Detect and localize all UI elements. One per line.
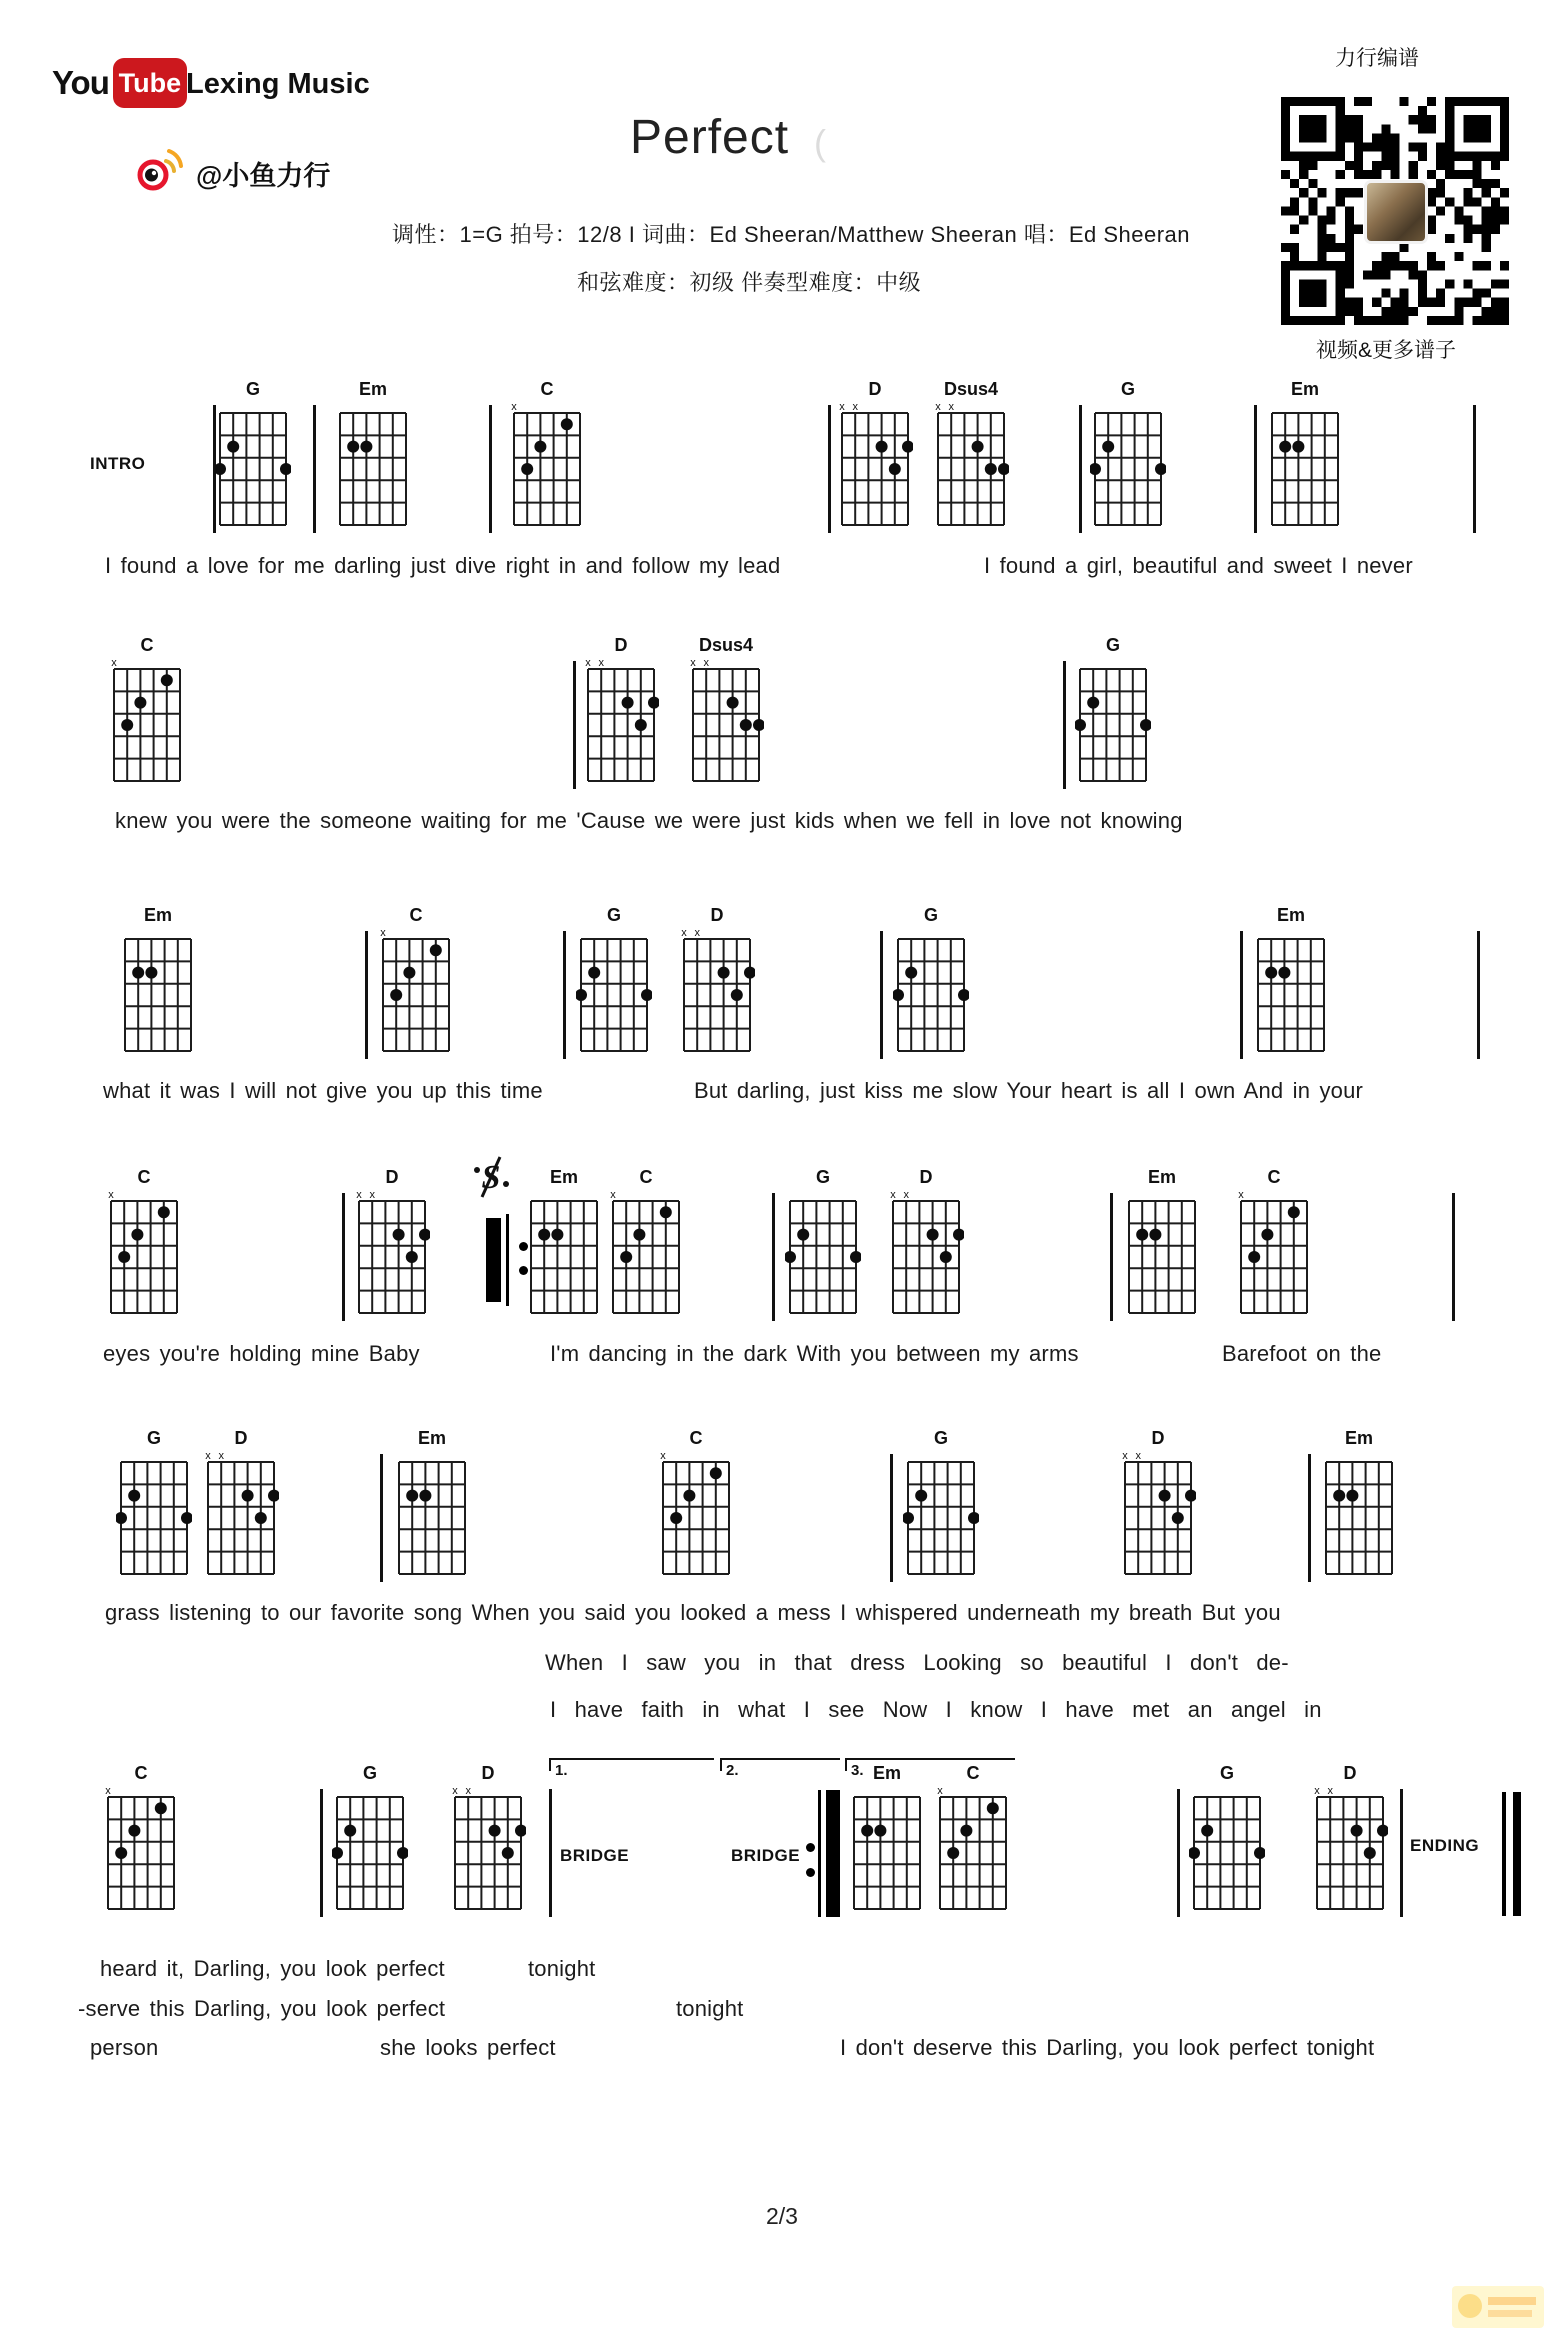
fretboard-grid (1253, 926, 1329, 1054)
muted-string-x: x (598, 657, 604, 669)
muted-string-x: x (660, 1450, 666, 1462)
chord-diagram-d (583, 634, 659, 789)
lyric-segment: I found a love for me darling just dive right in and follow my lead (105, 553, 781, 578)
chord-diagram-g (215, 378, 291, 533)
muted-string-x: x (1122, 1450, 1128, 1462)
muted-string-x: x (610, 1189, 616, 1201)
barline (1452, 1193, 1455, 1321)
fretboard-grid (378, 926, 454, 1054)
muted-string-x: x (356, 1189, 362, 1201)
chord-name-label: D (868, 379, 882, 399)
lyric-segment: But darling, just kiss me slow Your heart is all I own And in your (694, 1078, 1364, 1103)
lyric-segment: I'm dancing in the dark With you between my arms (550, 1341, 1079, 1366)
fretboard-grid (576, 926, 652, 1054)
chord-diagram-d (837, 378, 913, 533)
muted-string-x: x (1238, 1189, 1244, 1201)
chord-diagram-c (109, 634, 185, 789)
svg-text:S: S (481, 1159, 501, 1196)
chord-diagram-em (1321, 1427, 1397, 1582)
chord-name-label: C (689, 1428, 703, 1448)
barline (365, 931, 368, 1059)
meta-key-signature: 调性：1=G 拍号：12/8 I 词曲：Ed Sheeran/Matthew Sheeran 唱：Ed Sheeran (392, 222, 1191, 247)
chord-diagram-em (335, 378, 411, 533)
muted-string-x: x (369, 1189, 375, 1201)
lyric-segment: person (90, 2035, 159, 2060)
volta-number: 1. (555, 1762, 568, 1779)
watermark-text-line (1488, 2310, 1532, 2317)
chord-diagram-c (658, 1427, 734, 1582)
volta-tick (720, 1758, 722, 1771)
bridge-label: BRIDGE (560, 1846, 630, 1865)
chord-name-label: Em (417, 1428, 446, 1448)
barline (1254, 405, 1257, 533)
repeat-dots (806, 1843, 815, 1852)
barline (573, 661, 576, 789)
qr-code (1281, 94, 1509, 333)
chord-diagram-em (394, 1427, 470, 1582)
fretboard-grid (1075, 656, 1151, 784)
chord-name-label: D (385, 1167, 399, 1187)
chord-diagram-g (903, 1427, 979, 1582)
chord-name-label: G (1105, 635, 1120, 655)
volta-bracket-1 (549, 1758, 714, 1760)
chord-diagram-g (1189, 1762, 1265, 1917)
lyric-segment: tonight (528, 1956, 596, 1981)
muted-string-x: x (465, 1785, 471, 1797)
chord-name-label: Dsus4 (698, 635, 754, 655)
watermark-circle-icon (1458, 2294, 1482, 2318)
youtube-you-text: You (52, 64, 109, 101)
lyric-segment: I have faith in what I see Now I know I have met an angel in (550, 1697, 1322, 1722)
chord-diagram-g (893, 904, 969, 1059)
barline (1063, 661, 1066, 789)
chord-name-label: C (409, 905, 423, 925)
lyric-segment: -serve this Darling, you look perfect (78, 1996, 446, 2021)
chord-diagram-c (608, 1166, 684, 1321)
barline (489, 405, 492, 533)
fretboard-grid (1090, 400, 1166, 528)
fretboard-grid (116, 1449, 192, 1577)
chord-diagram-c (106, 1166, 182, 1321)
chord-diagram-d (1312, 1762, 1388, 1917)
barline (1110, 1193, 1113, 1321)
chord-diagram-g (116, 1427, 192, 1582)
chord-name-label: C (140, 635, 154, 655)
fretboard-grid (903, 1449, 979, 1577)
muted-string-x: x (890, 1189, 896, 1201)
chord-name-label: Em (1290, 379, 1319, 399)
chord-diagram-c (103, 1762, 179, 1917)
fretboard-grid (1189, 1784, 1265, 1912)
barline (1079, 405, 1082, 533)
qr-caption: 视频&更多谱子 (1316, 339, 1457, 362)
muted-string-x: x (903, 1189, 909, 1201)
chord-diagram-em (849, 1762, 925, 1917)
barline (890, 1454, 893, 1582)
fretboard-grid (679, 926, 755, 1054)
muted-string-x: x (694, 927, 700, 939)
lyric-segment: what it was I will not give you up this time (103, 1078, 543, 1103)
muted-string-x: x (690, 657, 696, 669)
weibo-icon (136, 144, 184, 201)
volta-tick (549, 1758, 551, 1771)
chord-name-label: D (614, 635, 628, 655)
chord-name-label: Em (358, 379, 387, 399)
fretboard-grid (583, 656, 659, 784)
fretboard-grid (658, 1449, 734, 1577)
page-number: 2/3 (766, 2203, 798, 2229)
fretboard-grid (849, 1784, 925, 1912)
fretboard-grid (608, 1188, 684, 1316)
fretboard-grid (1120, 1449, 1196, 1577)
fretboard-grid (1124, 1188, 1200, 1316)
volta-number: 3. (851, 1762, 864, 1779)
chord-name-label: Em (549, 1167, 578, 1187)
lyric-segment: When I saw you in that dress Looking so beautiful I don't de- (545, 1650, 1289, 1675)
barline (313, 405, 316, 533)
muted-string-x: x (948, 401, 954, 413)
muted-string-x: x (935, 401, 941, 413)
fretboard-grid (837, 400, 913, 528)
chord-diagram-dsus4 (688, 634, 764, 789)
muted-string-x: x (111, 657, 117, 669)
barline (1400, 1789, 1403, 1917)
barline (1477, 931, 1480, 1059)
chord-name-label: G (933, 1428, 948, 1448)
youtube-logo (52, 58, 187, 108)
chord-name-label: C (540, 379, 554, 399)
muted-string-x: x (703, 657, 709, 669)
chord-name-label: G (1219, 1763, 1234, 1783)
fretboard-grid (933, 400, 1009, 528)
channel-name: Lexing Music (186, 68, 370, 100)
barline (880, 931, 883, 1059)
chord-diagram-g (785, 1166, 861, 1321)
chord-diagram-d (450, 1762, 526, 1917)
muted-string-x: x (937, 1785, 943, 1797)
repeat-barline (1513, 1792, 1521, 1916)
fretboard-grid (120, 926, 196, 1054)
fretboard-grid (215, 400, 291, 528)
fretboard-grid (106, 1188, 182, 1316)
chord-name-label: C (1267, 1167, 1281, 1187)
title-paren-fragment: ( (814, 122, 826, 163)
muted-string-x: x (452, 1785, 458, 1797)
chord-diagram-c (935, 1762, 1011, 1917)
chord-diagram-g (576, 904, 652, 1059)
muted-string-x: x (1314, 1785, 1320, 1797)
volta-tick (845, 1758, 847, 1771)
barline (563, 931, 566, 1059)
volta-bracket-3 (845, 1758, 1015, 1760)
qr-avatar (1364, 180, 1428, 244)
fretboard-grid (1321, 1449, 1397, 1577)
chord-name-label: G (146, 1428, 161, 1448)
segno-icon (472, 1153, 512, 1206)
chord-diagram-g (1075, 634, 1151, 789)
barline (1308, 1454, 1311, 1582)
chord-diagram-em (1253, 904, 1329, 1059)
fretboard-grid (109, 656, 185, 784)
chord-name-label: C (639, 1167, 653, 1187)
fretboard-grid (354, 1188, 430, 1316)
lyric-segment: she looks perfect (380, 2035, 556, 2060)
fretboard-grid (335, 400, 411, 528)
barline (380, 1454, 383, 1582)
fretboard-grid (450, 1784, 526, 1912)
chord-diagram-dsus4 (933, 378, 1009, 533)
repeat-barline (826, 1790, 840, 1917)
lyric-segment: I found a girl, beautiful and sweet I never (984, 553, 1413, 578)
fretboard-grid (509, 400, 585, 528)
watermark-text-line (1488, 2297, 1536, 2305)
lyric-segment: grass listening to our favorite song When you said you looked a mess I whispered underneath my breath But you (105, 1600, 1281, 1625)
fretboard-grid (1236, 1188, 1312, 1316)
fretboard-grid (893, 926, 969, 1054)
repeat-dots (806, 1868, 815, 1877)
muted-string-x: x (852, 401, 858, 413)
lyric-segment: heard it, Darling, you look perfect (100, 1956, 445, 1981)
muted-string-x: x (839, 401, 845, 413)
fretboard-grid (888, 1188, 964, 1316)
fretboard-grid (785, 1188, 861, 1316)
muted-string-x: x (105, 1785, 111, 1797)
barline (772, 1193, 775, 1321)
barline (1240, 931, 1243, 1059)
lyric-segment: I don't deserve this Darling, you look perfect tonight (840, 2035, 1375, 2060)
chord-diagram-em (120, 904, 196, 1059)
chord-name-label: G (1120, 379, 1135, 399)
chord-name-label: Em (143, 905, 172, 925)
barline (1177, 1789, 1180, 1917)
weibo-handle: @小鱼力行 (196, 161, 331, 191)
chord-diagram-em (1124, 1166, 1200, 1321)
qr-title: 力行编谱 (1335, 47, 1419, 70)
muted-string-x: x (585, 657, 591, 669)
repeat-barline (818, 1790, 821, 1917)
muted-string-x: x (1327, 1785, 1333, 1797)
chord-diagram-c (509, 378, 585, 533)
chord-name-label: G (362, 1763, 377, 1783)
volta-number: 2. (726, 1762, 739, 1779)
chord-name-label: Em (1147, 1167, 1176, 1187)
chord-name-label: Em (1276, 905, 1305, 925)
lyric-segment: Barefoot on the (1222, 1341, 1382, 1366)
chord-name-label: D (234, 1428, 248, 1448)
fretboard-grid (203, 1449, 279, 1577)
bridge-label: BRIDGE (731, 1846, 801, 1865)
lyric-segment: tonight (676, 1996, 744, 2021)
volta-bracket-2 (720, 1758, 840, 1760)
chord-diagram-d (888, 1166, 964, 1321)
ending-label: ENDING (1410, 1836, 1480, 1855)
meta-difficulty: 和弦难度：初级 伴奏型难度：中级 (577, 270, 922, 295)
chord-name-label: Dsus4 (943, 379, 999, 399)
muted-string-x: x (1135, 1450, 1141, 1462)
chord-diagram-g (1090, 378, 1166, 533)
barline (320, 1789, 323, 1917)
barline (828, 405, 831, 533)
muted-string-x: x (205, 1450, 211, 1462)
chord-name-label: G (606, 905, 621, 925)
fretboard-grid (394, 1449, 470, 1577)
chord-diagram-em (526, 1166, 602, 1321)
barline (342, 1193, 345, 1321)
chord-diagram-d (203, 1427, 279, 1582)
fretboard-grid (1267, 400, 1343, 528)
page-title: Perfect (630, 111, 790, 164)
chord-name-label: Em (1344, 1428, 1373, 1448)
muted-string-x: x (218, 1450, 224, 1462)
fretboard-grid (1312, 1784, 1388, 1912)
muted-string-x: x (108, 1189, 114, 1201)
chord-name-label: D (481, 1763, 495, 1783)
chord-name-label: G (815, 1167, 830, 1187)
fretboard-grid (935, 1784, 1011, 1912)
chord-name-label: G (245, 379, 260, 399)
lyric-segment: eyes you're holding mine Baby (103, 1341, 420, 1366)
chord-diagram-c (1236, 1166, 1312, 1321)
chord-name-label: C (966, 1763, 980, 1783)
youtube-tube-badge: Tube (113, 58, 187, 108)
lyric-segment: knew you were the someone waiting for me 'Cause we were just kids when we fell in love not knowing (115, 808, 1183, 833)
chord-name-label: G (923, 905, 938, 925)
fretboard-grid (526, 1188, 602, 1316)
fretboard-grid (103, 1784, 179, 1912)
chord-diagram-d (354, 1166, 430, 1321)
chord-diagram-d (1120, 1427, 1196, 1582)
muted-string-x: x (380, 927, 386, 939)
chord-diagram-em (1267, 378, 1343, 533)
chord-diagram-c (378, 904, 454, 1059)
chord-name-label: C (134, 1763, 148, 1783)
muted-string-x: x (681, 927, 687, 939)
repeat-barline (506, 1214, 509, 1306)
chord-name-label: D (919, 1167, 933, 1187)
repeat-barline (1502, 1792, 1506, 1916)
repeat-barline (486, 1218, 501, 1302)
muted-string-x: x (511, 401, 517, 413)
watermark-logo (1452, 2286, 1544, 2328)
fretboard-grid (688, 656, 764, 784)
intro-label: INTRO (90, 454, 146, 473)
chord-name-label: D (1151, 1428, 1165, 1448)
chord-diagram-g (332, 1762, 408, 1917)
barline (1473, 405, 1476, 533)
chord-name-label: Em (872, 1763, 901, 1783)
barline (549, 1789, 552, 1917)
chord-diagram-d (679, 904, 755, 1059)
chord-name-label: D (1343, 1763, 1357, 1783)
chord-name-label: C (137, 1167, 151, 1187)
chord-name-label: D (710, 905, 724, 925)
fretboard-grid (332, 1784, 408, 1912)
